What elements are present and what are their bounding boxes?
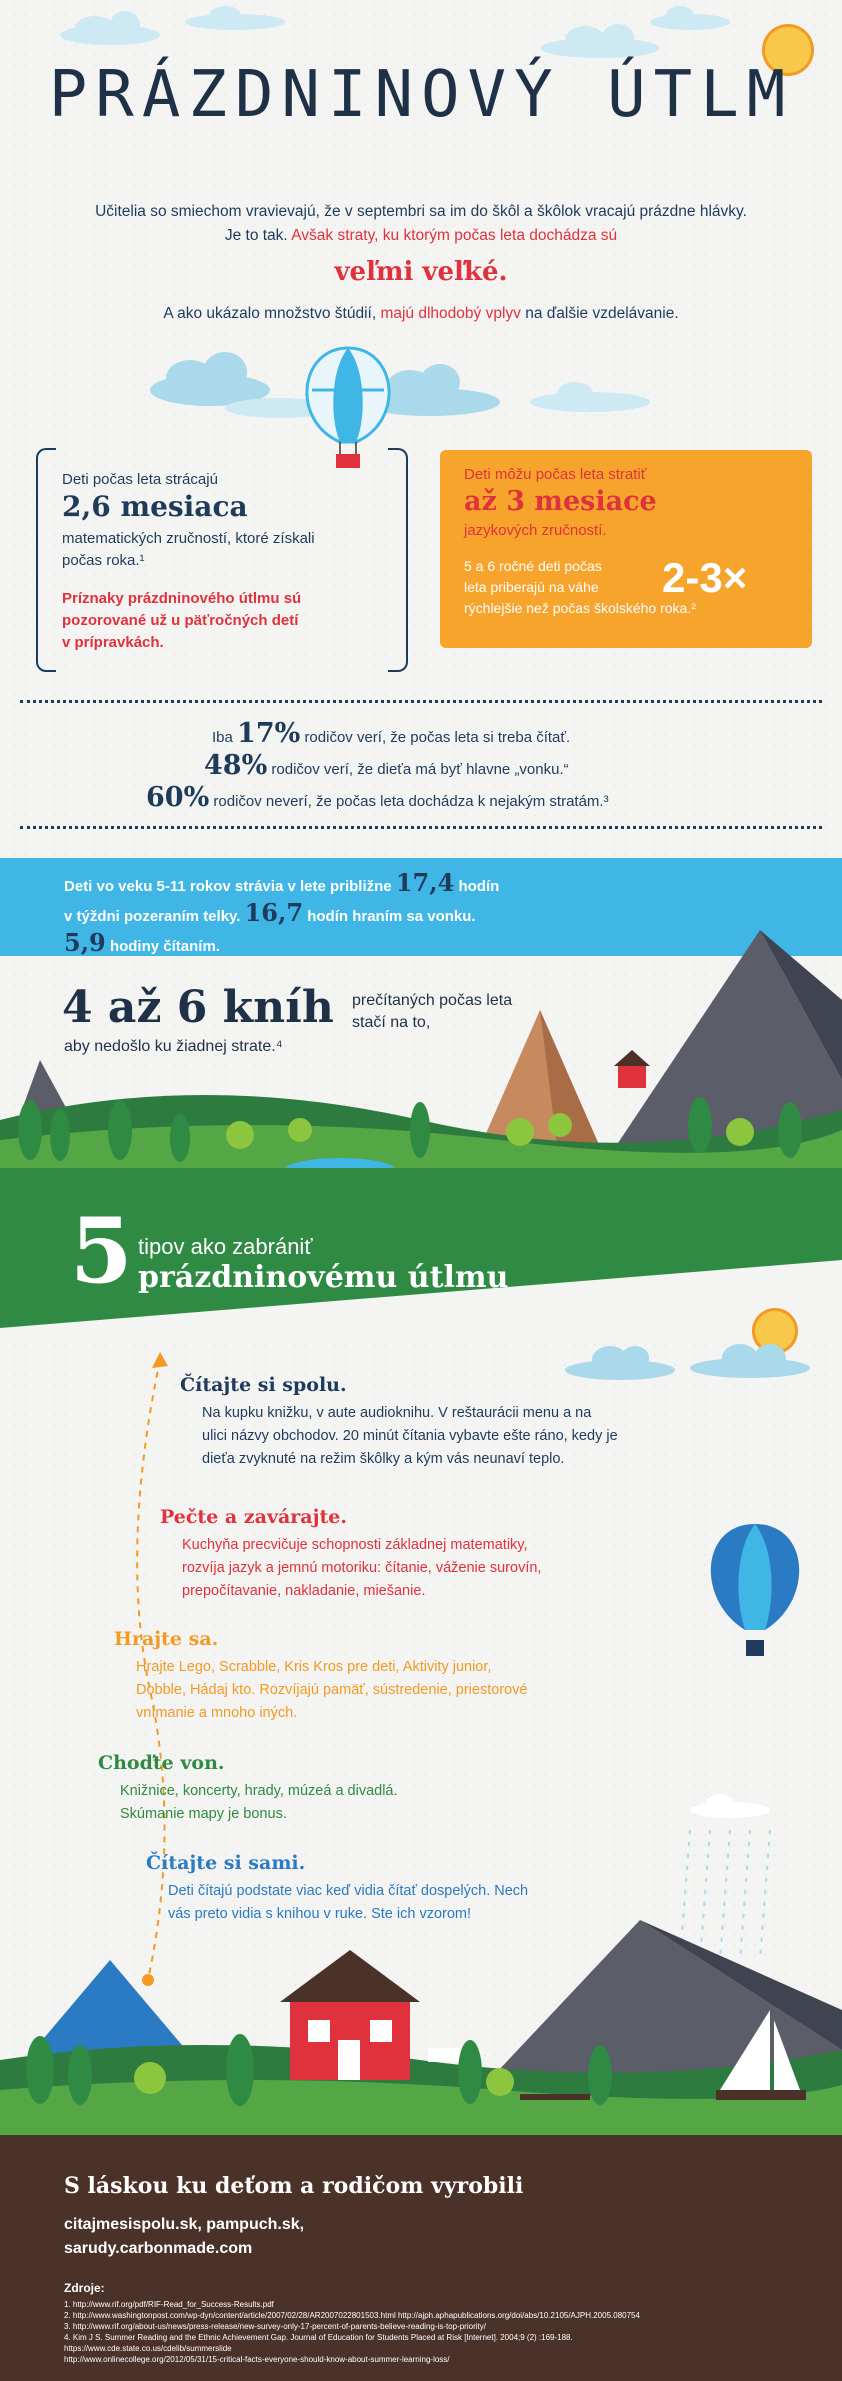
intro-line-3 bbox=[60, 302, 782, 326]
divider bbox=[20, 826, 822, 829]
intro-text: na ďalšie vzdelávanie. bbox=[525, 305, 679, 322]
tip-line: dieťa zvyknuté na režim škôlky a kým vás neunaví teplo. bbox=[202, 1451, 565, 1467]
source-item[interactable]: http://www.onlinecollege.org/2012/05/31/15-critical-facts-everyone-should-know-about-summer-learning-loss/ bbox=[64, 2355, 450, 2364]
stat-number: 48% bbox=[204, 750, 268, 781]
outdoor-hours: 16,7 bbox=[244, 898, 304, 927]
tip-line: Dobble, Hádaj kto. Rozvíjajú pamäť, sústredenie, priestorové bbox=[136, 1682, 528, 1698]
weight-gain-factor: 2-3× bbox=[662, 554, 748, 601]
stat-text: rodičov verí, že dieťa má byť hlavne „vonku.“ bbox=[271, 761, 569, 778]
language-loss-number: až 3 mesiace bbox=[464, 486, 657, 517]
tips-count: 5 bbox=[70, 1198, 133, 1304]
math-loss-number: 2,6 mesiaca bbox=[62, 490, 248, 523]
tip-title: Čítajte si spolu. bbox=[180, 1374, 347, 1396]
weight-gain-line: leta priberajú na váhe bbox=[464, 579, 599, 595]
page-title: PRÁZDNINOVÝ ÚTLM bbox=[48, 58, 794, 132]
sources-list bbox=[64, 2299, 640, 2365]
math-loss-text bbox=[62, 528, 315, 572]
math-loss-line: počas roka.¹ bbox=[62, 552, 145, 569]
tip-line: Hrajte Lego, Scrabble, Kris Kros pre deti, Aktivity junior, bbox=[136, 1659, 492, 1675]
tip-line: ulici názvy obchodov. 20 minút čítania vybavte ešte ráno, kedy je bbox=[202, 1428, 618, 1444]
books-text bbox=[352, 990, 512, 1034]
source-item: 4. Kim J S. Summer Reading and the Ethnic Achievement Gap. Journal of Education for Students Placed at Risk [Internet]. 2004;9 (2) :169-188. bbox=[64, 2333, 573, 2342]
tip-line: vnímanie a mnoho iných. bbox=[136, 1705, 298, 1721]
intro-text: A ako ukázalo množstvo štúdií, bbox=[163, 305, 377, 322]
footer-link[interactable]: sarudy.carbonmade.com bbox=[64, 2240, 253, 2257]
intro-highlight: majú dlhodobý vplyv bbox=[380, 305, 521, 322]
intro-line-1: Učitelia so smiechom vravievajú, že v septembri sa im do škôl a škôlok vracajú prázdne hlávky. bbox=[95, 203, 747, 220]
intro-text: Je to tak. bbox=[224, 227, 288, 244]
books-line: aby nedošlo ku žiadnej strate.⁴ bbox=[64, 1038, 283, 1055]
source-item[interactable]: https://www.cde.state.co.us/cdelib/summerslide bbox=[64, 2344, 232, 2353]
text: Deti vo veku 5-11 rokov strávia v lete približne bbox=[64, 878, 392, 895]
intro-highlight: Avšak straty, ku ktorým počas leta dochádza sú bbox=[291, 227, 618, 244]
divider bbox=[20, 700, 822, 703]
tip-title: Hrajte sa. bbox=[114, 1628, 219, 1650]
books-line: stačí na to, bbox=[352, 1014, 431, 1031]
math-loss-text: Deti počas leta strácajú bbox=[62, 471, 218, 488]
tip-line: prepočítavanie, nakladanie, miešanie. bbox=[182, 1583, 426, 1599]
source-item[interactable]: 3. http://www.rif.org/about-us/news/press-release/new-survey-only-17-percent-of-parents-believe-reading-is-top-priority/ bbox=[64, 2322, 486, 2331]
stat-prefix: Iba bbox=[212, 729, 233, 746]
symptoms-line: pozorované už u päťročných detí bbox=[62, 612, 299, 629]
house-landscape-illustration bbox=[0, 1790, 842, 2140]
books-line: prečítaných počas leta bbox=[352, 992, 513, 1009]
tip-line: Na kupku knižku, v aute audioknihu. V reštaurácii menu a na bbox=[202, 1405, 592, 1421]
text: hodín hraním sa vonku. bbox=[307, 908, 476, 925]
footer-credits bbox=[64, 2213, 304, 2261]
language-loss-box bbox=[440, 450, 812, 648]
weight-gain-line: rýchlejšie než počas školského roka.² bbox=[464, 600, 696, 616]
intro-emphasis: veľmi veľké. bbox=[334, 257, 508, 287]
language-loss-text: Deti môžu počas leta stratiť bbox=[464, 466, 647, 483]
text: v týždni pozeraním telky. bbox=[64, 908, 241, 925]
stat-number: 17% bbox=[237, 718, 301, 749]
weight-gain-line: 5 a 6 ročné deti počas bbox=[464, 558, 602, 574]
tip-line: Kuchyňa precvičuje schopnosti základnej matematiky, bbox=[182, 1537, 528, 1553]
house-icon bbox=[280, 1950, 420, 2080]
math-loss-line: matematických zručností, ktoré získali bbox=[62, 530, 315, 547]
reading-hours: 5,9 bbox=[64, 928, 106, 957]
text: hodín bbox=[458, 878, 500, 895]
footer-link[interactable]: citajmesispolu.sk, pampuch.sk, bbox=[64, 2216, 305, 2233]
footer-heading: S láskou ku deťom a rodičom vyrobili bbox=[64, 2173, 524, 2199]
tip-body bbox=[202, 1402, 618, 1471]
tip-body bbox=[182, 1534, 541, 1603]
stat-48 bbox=[204, 750, 569, 781]
tip-2 bbox=[160, 1506, 541, 1603]
math-loss-box bbox=[44, 448, 404, 668]
tips-subtitle: tipov ako zabrániť bbox=[138, 1234, 313, 1259]
sources-label: Zdroje: bbox=[64, 2281, 105, 2295]
tip-1 bbox=[180, 1374, 618, 1471]
source-item[interactable]: 2. http://www.washingtonpost.com/wp-dyn/content/article/2007/02/28/AR2007022801503.html http://ajph.aphapublications.org/doi/abs/10.2105/AJPH.2005.080754 bbox=[64, 2311, 640, 2320]
tips-heading: prázdninovému útlmu bbox=[138, 1260, 509, 1295]
footer bbox=[0, 2135, 842, 2381]
hot-air-balloon-icon bbox=[700, 1520, 810, 1670]
stat-number: 60% bbox=[146, 782, 210, 813]
source-item[interactable]: 1. http://www.rif.org/pdf/RIF-Read_for_Success-Results.pdf bbox=[64, 2300, 274, 2309]
band-diagonal bbox=[0, 1260, 842, 1340]
tip-line: rozvíja jazyk a jemnú motoriku: čítanie, váženie surovín, bbox=[182, 1560, 542, 1576]
stat-17 bbox=[212, 718, 570, 749]
text: hodiny čítaním. bbox=[109, 938, 220, 955]
tip-title: Pečte a zavárajte. bbox=[160, 1506, 347, 1528]
tip-line: Skúmanie mapy je bonus. bbox=[120, 1806, 287, 1822]
intro-line-2 bbox=[60, 224, 782, 248]
stat-60 bbox=[146, 782, 609, 813]
tip-line: vás preto vidia s knihou v ruke. Ste ich vzorom! bbox=[168, 1906, 472, 1922]
tip-title: Čítajte si sami. bbox=[146, 1852, 306, 1874]
tip-3 bbox=[114, 1628, 528, 1725]
tip-line: Deti čítajú podstate viac keď vidia čítať dospelých. Nech bbox=[168, 1883, 529, 1899]
symptoms-line: Príznaky prázdninového útlmu sú bbox=[62, 590, 302, 607]
symptoms-line: v prípravkách. bbox=[62, 634, 164, 651]
stat-text: rodičov verí, že počas leta si treba čítať. bbox=[304, 729, 571, 746]
symptoms-text bbox=[62, 588, 301, 654]
tip-body bbox=[136, 1656, 528, 1725]
language-loss-text: jazykových zručností. bbox=[464, 522, 607, 539]
books-number: 4 až 6 kníh bbox=[62, 982, 334, 1033]
stat-text: rodičov neverí, že počas leta dochádza k nejakým stratám.³ bbox=[213, 793, 609, 810]
tv-hours: 17,4 bbox=[395, 868, 455, 897]
tip-line: Knižnice, koncerty, hrady, múzeá a divadlá. bbox=[120, 1783, 398, 1799]
tip-title: Choďte von. bbox=[98, 1752, 225, 1774]
